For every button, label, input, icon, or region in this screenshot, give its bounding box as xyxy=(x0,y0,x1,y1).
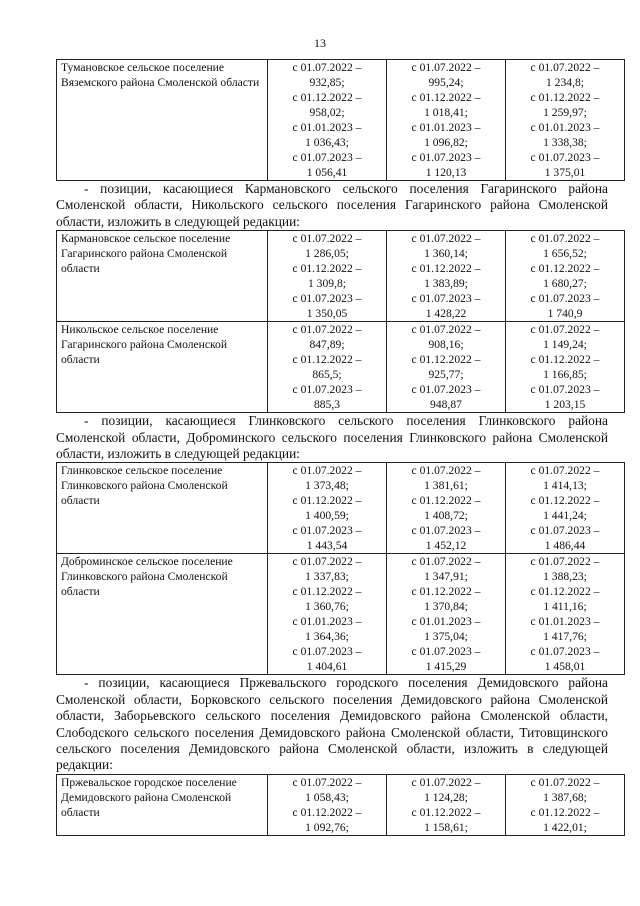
tariff-line: с 01.12.2022 – xyxy=(411,494,481,508)
tariff-line: 1 388,23; xyxy=(543,570,587,584)
tariff-line: с 01.01.2023 – xyxy=(530,121,600,134)
tariff-line: с 01.07.2023 – xyxy=(292,645,362,659)
tariff-line: 1 286,05; xyxy=(305,247,349,261)
tariff-line: с 01.07.2022 – xyxy=(292,775,362,789)
tariff-line: с 01.01.2023 – xyxy=(292,615,362,629)
tariff-line: 1 370,84; xyxy=(424,600,468,614)
tariff-line: 1 036,43; xyxy=(305,136,349,149)
tariff-line: с 01.07.2022 – xyxy=(292,61,362,74)
tariff-line: с 01.07.2023 – xyxy=(292,524,362,538)
tariff-table xyxy=(56,230,625,413)
tariff-line: с 01.07.2023 – xyxy=(530,151,600,164)
tariff-line: 1 422,01; xyxy=(543,820,587,834)
tariff-line: 1 337,83; xyxy=(305,570,349,584)
tariff-line: с 01.07.2023 – xyxy=(411,292,481,306)
tariff-line: 1 373,48; xyxy=(305,479,349,493)
table-row xyxy=(57,554,625,675)
tariff-line: 1 259,97; xyxy=(543,106,587,119)
tariff-cell xyxy=(506,322,625,413)
tariff-cell xyxy=(506,774,625,835)
tariff-line: 1 018,41; xyxy=(424,106,468,119)
tariff-line: с 01.01.2023 – xyxy=(411,615,481,629)
tariff-cell xyxy=(387,60,506,181)
tariff-line: 1 381,61; xyxy=(424,479,468,493)
tariff-line: 1 092,76; xyxy=(305,820,349,834)
tariff-line: с 01.07.2023 – xyxy=(292,151,362,164)
table-row xyxy=(57,463,625,554)
tariff-line: с 01.07.2023 – xyxy=(292,383,362,397)
tariff-line: с 01.07.2022 – xyxy=(530,232,600,246)
tariff-line: с 01.01.2023 – xyxy=(292,121,362,134)
tariff-table xyxy=(56,774,625,836)
tariff-line: с 01.07.2022 – xyxy=(530,61,600,74)
tariff-line: с 01.07.2022 – xyxy=(411,775,481,789)
tariff-line: 1 408,72; xyxy=(424,509,468,523)
tariff-line: 1 360,14; xyxy=(424,247,468,261)
tariff-line: с 01.07.2022 – xyxy=(411,323,481,337)
tariff-line: 1 417,76; xyxy=(543,630,587,644)
tariff-line: с 01.07.2022 – xyxy=(411,464,481,478)
tariff-line: 995,24; xyxy=(428,76,464,89)
tariff-line: 1 364,36; xyxy=(305,630,349,644)
tariff-cell xyxy=(387,774,506,835)
tariff-line: с 01.12.2022 – xyxy=(530,262,600,276)
table-row xyxy=(57,322,625,413)
tariff-line: с 01.12.2022 – xyxy=(411,585,481,599)
amendment-paragraph: - позиции, касающиеся Пржевальского городского поселения Демидовского района Смоленской области, Борковского сельского поселения Демидовского района Смоленской области, Заборьевского сельского поселения Демидовского района Смоленской области, Слободского сельского поселения Демидовского района Смоленской области, Титовщинского сельского поселения Демидовского района Смоленской области, изложить в следующей редакции: xyxy=(56,675,608,773)
tariff-line: 1 428,22 xyxy=(425,307,467,321)
tariff-line: с 01.12.2022 – xyxy=(530,91,600,104)
tariff-line: 1 375,01 xyxy=(544,166,586,179)
tariff-line: 1 375,04; xyxy=(424,630,468,644)
tariff-cell xyxy=(387,322,506,413)
tariff-line: 1 124,28; xyxy=(424,790,468,804)
tariff-cell xyxy=(387,231,506,322)
settlement-name: Пржевальское городское поселение Демидовского района Смоленской области xyxy=(57,774,268,835)
tariff-line: 1 203,15 xyxy=(544,398,586,412)
tariff-cell xyxy=(268,322,387,413)
tariff-line: 847,89; xyxy=(309,338,345,352)
tariff-line: с 01.07.2022 – xyxy=(411,61,481,74)
tariff-line: с 01.07.2023 – xyxy=(411,645,481,659)
table-row xyxy=(57,774,625,835)
tariff-line: с 01.07.2022 – xyxy=(530,464,600,478)
tariff-line: с 01.07.2023 – xyxy=(530,383,600,397)
document-body xyxy=(56,59,608,836)
tariff-line: 1 056,41 xyxy=(306,166,348,179)
tariff-line: с 01.07.2022 – xyxy=(292,232,362,246)
tariff-line: с 01.12.2022 – xyxy=(530,353,600,367)
tariff-line: 1 166,85; xyxy=(543,368,587,382)
tariff-line: 1 120,13 xyxy=(425,166,467,179)
tariff-line: с 01.01.2023 – xyxy=(530,615,600,629)
tariff-line: с 01.12.2022 – xyxy=(292,494,362,508)
tariff-line: с 01.07.2022 – xyxy=(411,555,481,569)
tariff-line: с 01.12.2022 – xyxy=(530,494,600,508)
table-row xyxy=(57,60,625,181)
tariff-line: с 01.12.2022 – xyxy=(292,353,362,367)
tariff-line: 865,5; xyxy=(312,368,342,382)
tariff-line: 925,77; xyxy=(428,368,464,382)
tariff-cell xyxy=(506,463,625,554)
tariff-line: 958,02; xyxy=(309,106,345,119)
tariff-line: с 01.01.2023 – xyxy=(411,121,481,134)
tariff-line: 1 387,68; xyxy=(543,790,587,804)
tariff-line: 908,16; xyxy=(428,338,464,352)
tariff-cell xyxy=(268,554,387,675)
tariff-line: 1 414,13; xyxy=(543,479,587,493)
amendment-paragraph: - позиции, касающиеся Глинковского сельского поселения Глинковского района Смоленской области, Доброминского сельского поселения Глинковского района Смоленской области, изложить в следующей редакции: xyxy=(56,413,608,462)
tariff-line: с 01.07.2023 – xyxy=(411,524,481,538)
tariff-line: 1 338,38; xyxy=(543,136,587,149)
tariff-table xyxy=(56,59,625,181)
tariff-cell xyxy=(268,463,387,554)
tariff-line: 1 158,61; xyxy=(424,820,468,834)
tariff-line: 1 058,43; xyxy=(305,790,349,804)
tariff-line: с 01.12.2022 – xyxy=(411,353,481,367)
tariff-cell xyxy=(506,231,625,322)
tariff-line: 885,3 xyxy=(313,398,341,412)
tariff-line: 1 350,05 xyxy=(306,307,348,321)
tariff-cell xyxy=(268,231,387,322)
tariff-line: с 01.07.2022 – xyxy=(411,232,481,246)
settlement-name: Кармановское сельское поселение Гагаринского района Смоленской области xyxy=(57,231,268,322)
tariff-line: 1 309,8; xyxy=(307,277,346,291)
tariff-line: с 01.07.2022 – xyxy=(292,464,362,478)
tariff-cell xyxy=(506,60,625,181)
tariff-line: 1 656,52; xyxy=(543,247,587,261)
tariff-line: с 01.12.2022 – xyxy=(530,805,600,819)
amendment-paragraph: - позиции, касающиеся Кармановского сельского поселения Гагаринского района Смоленской области, Никольского сельского поселения Гагаринского района Смоленской области, изложить в следующей редакции: xyxy=(56,181,608,229)
tariff-line: с 01.07.2022 – xyxy=(530,775,600,789)
tariff-line: с 01.07.2022 – xyxy=(292,323,362,337)
tariff-line: 932,85; xyxy=(309,76,345,89)
tariff-line: с 01.12.2022 – xyxy=(411,805,481,819)
tariff-line: 1 400,59; xyxy=(305,509,349,523)
tariff-line: 1 096,82; xyxy=(424,136,468,149)
tariff-line: 1 383,89; xyxy=(424,277,468,291)
tariff-line: с 01.12.2022 – xyxy=(530,585,600,599)
tariff-line: с 01.12.2022 – xyxy=(292,585,362,599)
tariff-line: 1 443,54 xyxy=(306,539,348,553)
tariff-line: 1 486,44 xyxy=(544,539,586,553)
tariff-line: с 01.12.2022 – xyxy=(292,805,362,819)
tariff-line: 1 149,24; xyxy=(543,338,587,352)
tariff-line: 1 360,76; xyxy=(305,600,349,614)
tariff-line: с 01.07.2022 – xyxy=(530,323,600,337)
tariff-line: 1 404,61 xyxy=(306,660,348,674)
tariff-table xyxy=(56,462,625,675)
tariff-cell xyxy=(268,774,387,835)
tariff-line: с 01.07.2023 – xyxy=(530,292,600,306)
tariff-line: с 01.07.2023 – xyxy=(530,645,600,659)
settlement-name: Никольское сельское поселение Гагаринского района Смоленской области xyxy=(57,322,268,413)
tariff-cell xyxy=(387,463,506,554)
tariff-line: 1 441,24; xyxy=(543,509,587,523)
tariff-cell xyxy=(387,554,506,675)
settlement-name: Тумановское сельское поселение Вяземского района Смоленской области xyxy=(57,60,268,181)
tariff-line: 1 458,01 xyxy=(544,660,586,674)
tariff-line: 1 740,9 xyxy=(547,307,583,321)
tariff-line: с 01.07.2023 – xyxy=(530,524,600,538)
settlement-name: Доброминское сельское поселение Глинковского района Смоленской области xyxy=(57,554,268,675)
page-number: 13 xyxy=(314,36,326,50)
tariff-line: с 01.12.2022 – xyxy=(292,262,362,276)
tariff-line: 1 347,91; xyxy=(424,570,468,584)
tariff-line: с 01.07.2022 – xyxy=(530,555,600,569)
tariff-line: 1 452,12 xyxy=(425,539,467,553)
settlement-name: Глинковское сельское поселение Глинковского района Смоленской области xyxy=(57,463,268,554)
tariff-line: 1 411,16; xyxy=(543,600,587,614)
tariff-cell xyxy=(268,60,387,181)
tariff-line: 1 680,27; xyxy=(543,277,587,291)
tariff-line: с 01.07.2023 – xyxy=(411,383,481,397)
tariff-line: 948,87 xyxy=(430,398,462,412)
tariff-cell xyxy=(506,554,625,675)
tariff-line: с 01.07.2022 – xyxy=(292,555,362,569)
tariff-line: с 01.07.2023 – xyxy=(292,292,362,306)
tariff-line: с 01.12.2022 – xyxy=(411,91,481,104)
tariff-line: с 01.07.2023 – xyxy=(411,151,481,164)
tariff-line: с 01.12.2022 – xyxy=(411,262,481,276)
tariff-line: 1 234,8; xyxy=(545,76,584,89)
table-row xyxy=(57,231,625,322)
tariff-line: 1 415,29 xyxy=(425,660,467,674)
tariff-line: с 01.12.2022 – xyxy=(292,91,362,104)
